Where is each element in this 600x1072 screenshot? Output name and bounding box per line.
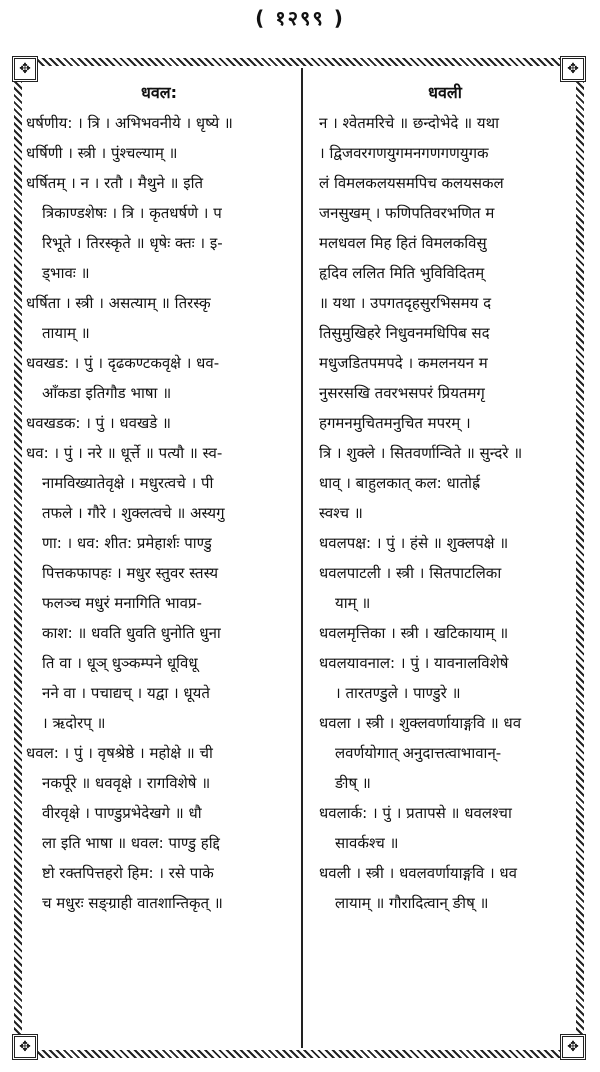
text-line: तफले । गौरे । शुक्लत्वचे ॥ अस्यगु: [42, 504, 225, 522]
text-line: ला इति भाषा ॥ धवल: पाण्डु हद्दि: [42, 834, 220, 852]
text-line: ष्टो रक्तपित्तहरो हिम: । रसे पाके: [42, 864, 214, 882]
text-line: । द्विजवरगणयुगमनगणगणयुगक: [319, 144, 489, 162]
text-line: धवखडक: । पुं । धवखडे ॥: [26, 414, 172, 432]
text-line: धर्षितम् । न । रतौ । मैथुने ॥ इति: [26, 174, 204, 192]
right-column: [309, 80, 575, 1040]
text-line: हृदिव ललित मिति भुविविदितम्: [319, 264, 485, 282]
text-line: जनसुखम् । फणिपतिवरभणित म: [319, 204, 495, 222]
text-line: धवलमृत्तिका । स्त्री । खटिकायाम् ॥: [319, 624, 509, 642]
text-line: ड्भावः ॥: [42, 264, 90, 282]
text-line: । ऋदोरप् ॥: [42, 714, 106, 732]
text-line: धवलपक्ष: । पुं । हंसे ॥ शुक्लपक्षे ॥: [319, 534, 509, 552]
text-line: धर्षणीय: । त्रि । अभिभवनीये । धृष्ये ॥: [26, 114, 233, 132]
text-line: । तारतण्डुले । पाण्डुरे ॥: [335, 684, 461, 702]
text-line: स्वश्च ॥: [319, 504, 363, 522]
text-line: धवल: । पुं । वृषश्रेष्ठे । महोक्षे ॥ ची: [26, 744, 213, 762]
border-bottom: [14, 1050, 584, 1058]
corner-ornament-icon: ✥: [12, 1034, 38, 1060]
text-line: नामविख्यातेवृक्षे । मधुरत्वचे । पी: [42, 474, 214, 492]
text-line: धर्षिणी । स्त्री । पुंश्चल्याम् ॥: [26, 144, 178, 162]
text-line: धवलपाटली । स्त्री । सितपाटलिका: [319, 564, 502, 582]
left-column-heading: धवल:: [141, 83, 177, 102]
text-line: धवलार्क: । पुं । प्रतापसे ॥ धवलश्चा: [319, 804, 512, 822]
right-column-heading: धवली: [428, 83, 462, 102]
page-number: ( १२९९ ): [255, 6, 345, 30]
text-line: नकर्पूरे ॥ धववृक्षे । रागविशेषे ॥: [42, 774, 211, 792]
text-line: ति वा । धूञ् धुञ्कम्पने धूविधू: [42, 654, 198, 672]
text-line: धर्षिता । स्त्री । असत्याम् ॥ तिरस्कृ: [26, 294, 211, 312]
text-line: काश: ॥ धवति धुवति धुनोति धुना: [42, 624, 221, 642]
column-divider: [301, 68, 303, 1048]
text-line: ङीष् ॥: [335, 774, 371, 792]
text-line: धवखड: । पुं । दृढकण्टकवृक्षे । धव-: [26, 354, 220, 372]
text-line: पित्तकफापहः । मधुर स्तुवर स्तस्य: [42, 564, 219, 582]
border-right: [576, 58, 584, 1058]
text-line: धवली । स्त्री । धवलवर्णायाङ्गवि । धव: [319, 864, 517, 882]
text-line: नने वा । पचाद्यच् । यद्वा । धूयते: [42, 684, 210, 702]
text-line: णा: । धव: शीत: प्रमेहार्शः पाण्डु: [42, 534, 212, 552]
text-line: वीरवृक्षे । पाण्डुप्रभेदेखगे ॥ धौ: [42, 804, 202, 822]
left-column: [22, 80, 298, 1040]
text-line: धाव् । बाहुलकात् कल: धातोर्ह्र: [319, 474, 481, 492]
text-line: लं विमलकलयसमपिच कलयसकल: [319, 174, 504, 192]
right-column-body: [319, 108, 571, 918]
corner-ornament-icon: ✥: [560, 56, 586, 82]
text-line: सावर्कश्च ॥: [335, 834, 399, 852]
corner-ornament-icon: ✥: [560, 1034, 586, 1060]
text-line: त्रि । शुक्ले । सितवर्णान्विते ॥ सुन्दरे ॥: [319, 444, 523, 462]
text-line: फलञ्च मधुरं मनागिति भावप्र-: [42, 594, 202, 612]
text-line: याम् ॥: [335, 594, 371, 612]
text-line: तायाम् ॥: [42, 324, 90, 342]
text-line: न । श्वेतमरिचे ॥ छन्दोभेदे ॥ यथा: [319, 114, 500, 132]
text-line: नुसरसखि तवरभसपरं प्रियतमगृ: [319, 384, 485, 402]
text-line: धवलयावनाल: । पुं । यावनालविशेषे: [319, 654, 509, 672]
page-frame: [14, 58, 584, 1058]
text-line: हगमनमुचितमनुचित मपरम् ।: [319, 414, 471, 432]
text-line: रिभूते । तिरस्कृते ॥ धृषेः क्तः । इ-: [42, 234, 223, 252]
border-left: [14, 58, 22, 1058]
text-line: च मधुरः सङ्ग्राही वातशान्तिकृत् ॥: [42, 894, 223, 912]
text-line: धव: । पुं । नरे ॥ धूर्त्ते ॥ पत्यौ ॥ स्व-: [26, 444, 223, 462]
text-line: तिसुमुखिहरे निधुवनमधिपिब सद: [319, 324, 490, 342]
text-line: ॥ यथा । उपगतदृहसुरभिसमय द: [319, 294, 492, 312]
corner-ornament-icon: ✥: [12, 56, 38, 82]
text-line: आँकडा इतिगौड भाषा ॥: [42, 384, 172, 402]
left-column-body: [26, 108, 292, 918]
text-line: धवला । स्त्री । शुक्लवर्णायाङ्गवि ॥ धव: [319, 714, 522, 732]
text-line: मलधवल मिह हितं विमलकविसु: [319, 234, 487, 252]
text-line: त्रिकाण्डशेषः । त्रि । कृतधर्षणे । प: [42, 204, 222, 222]
text-line: मधुजडितपमपदे । कमलनयन म: [319, 354, 488, 372]
text-line: लायाम् ॥ गौरादित्वान् ङीष् ॥: [335, 894, 489, 912]
text-line: लवर्णयोगात् अनुदात्तत्वाभावान्-: [335, 744, 502, 762]
border-top: [14, 58, 584, 66]
